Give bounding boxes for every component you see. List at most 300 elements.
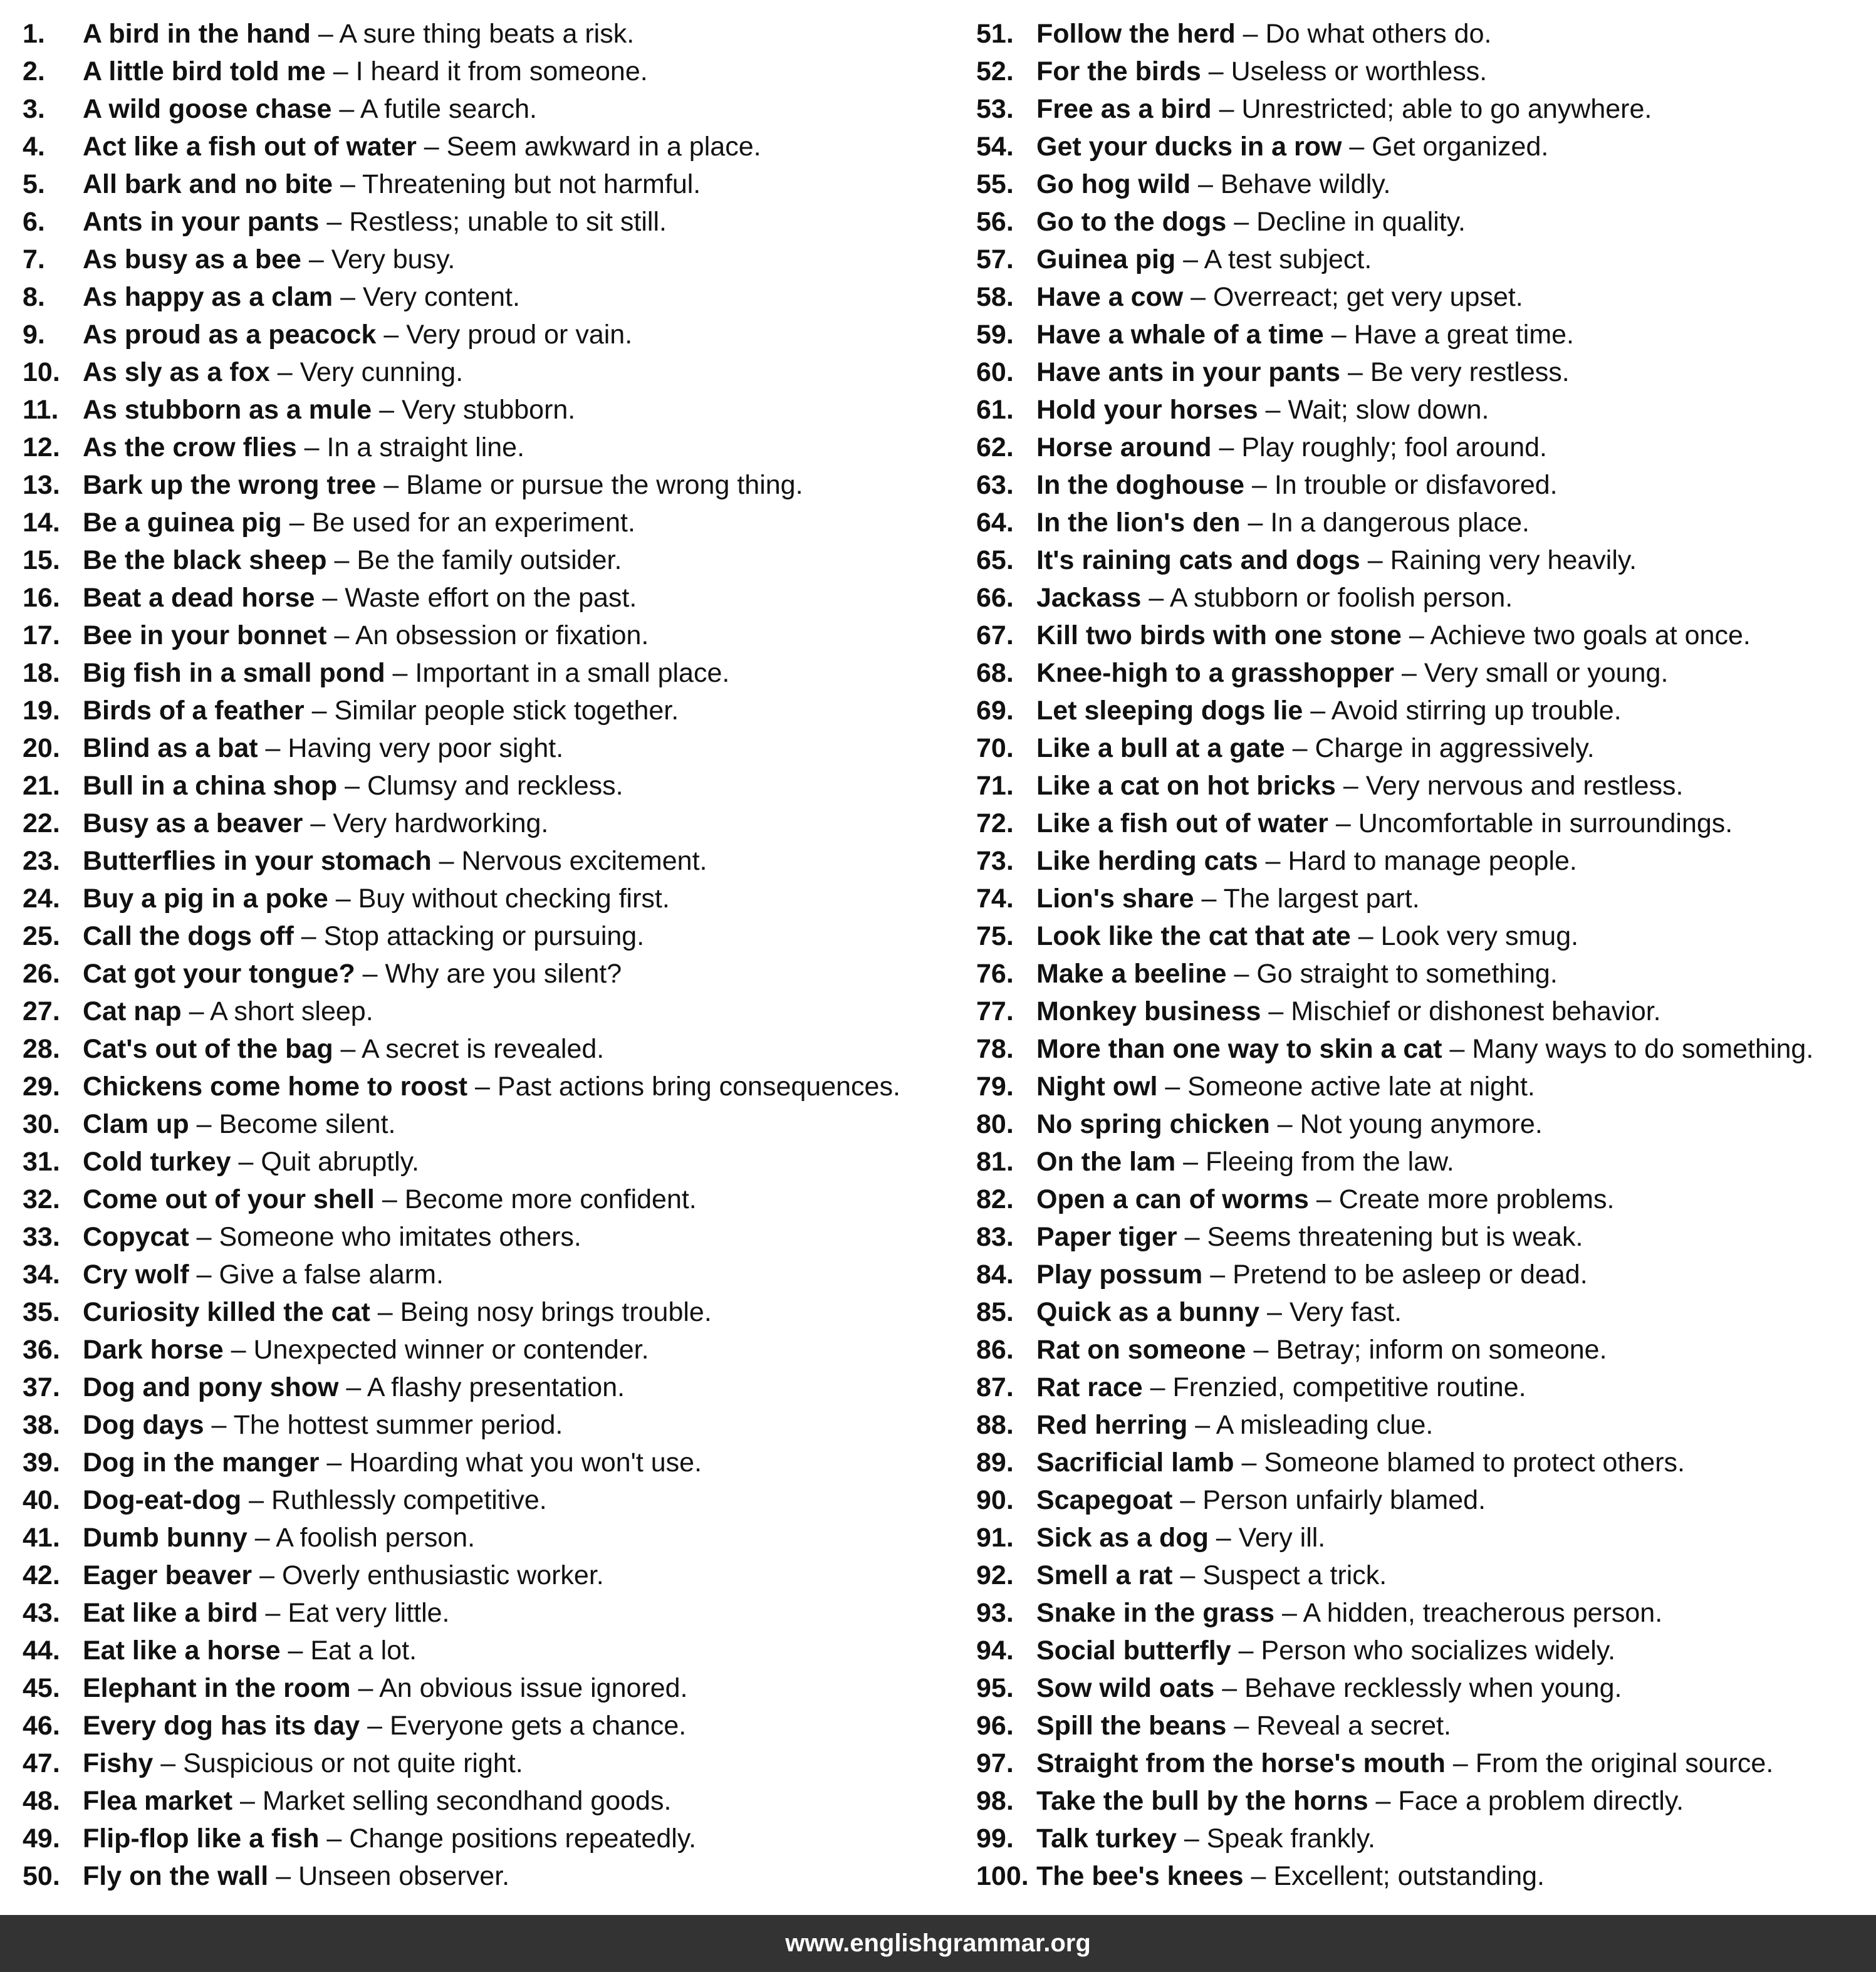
idiom-term: Red herring bbox=[1036, 1410, 1188, 1440]
idiom-definition: Become more confident. bbox=[404, 1184, 697, 1214]
idiom-definition: Eat very little. bbox=[288, 1598, 450, 1628]
idiom-definition: Be very restless. bbox=[1370, 357, 1570, 387]
idiom-term: Big fish in a small pond bbox=[83, 658, 385, 688]
idiom-definition: Create more problems. bbox=[1338, 1184, 1615, 1214]
separator-dash: – bbox=[1202, 1260, 1233, 1290]
idiom-term: Come out of your shell bbox=[83, 1184, 375, 1214]
idiom-term: Ants in your pants bbox=[83, 207, 320, 237]
idiom-term: As proud as a peacock bbox=[83, 320, 377, 350]
idiom-definition: A futile search. bbox=[360, 94, 537, 124]
list-item bbox=[23, 541, 962, 579]
idiom-term: Guinea pig bbox=[1036, 244, 1176, 274]
separator-dash: – bbox=[223, 1335, 254, 1365]
idiom-definition: Very proud or vain. bbox=[406, 320, 633, 350]
idiom-definition: Very small or young. bbox=[1424, 658, 1669, 688]
list-item bbox=[976, 1369, 1869, 1406]
list-item bbox=[976, 805, 1869, 842]
separator-dash: – bbox=[370, 1297, 400, 1327]
idiom-definition: Betray; inform on someone. bbox=[1276, 1335, 1607, 1365]
list-item bbox=[23, 955, 962, 993]
item-number: 57. bbox=[976, 244, 1014, 274]
separator-dash: – bbox=[315, 583, 345, 613]
idiom-term: Sacrificial lamb bbox=[1036, 1448, 1234, 1478]
separator-dash: – bbox=[1258, 846, 1288, 876]
separator-dash: – bbox=[331, 94, 360, 124]
idiom-definition: Hard to manage people. bbox=[1288, 846, 1577, 876]
separator-dash: – bbox=[355, 959, 385, 989]
idiom-definition: Seem awkward in a place. bbox=[446, 132, 761, 162]
separator-dash: – bbox=[1177, 1222, 1207, 1252]
list-item bbox=[976, 391, 1869, 429]
separator-dash: – bbox=[360, 1711, 390, 1741]
idiom-term: Cat's out of the bag bbox=[83, 1034, 333, 1064]
list-item bbox=[976, 15, 1869, 53]
idiom-term: Bee in your bonnet bbox=[83, 620, 327, 650]
list-item bbox=[976, 278, 1869, 316]
item-number: 2. bbox=[23, 56, 45, 86]
item-number: 88. bbox=[976, 1410, 1014, 1440]
separator-dash: – bbox=[319, 1448, 350, 1478]
idiom-definition: A misleading clue. bbox=[1216, 1410, 1434, 1440]
idiom-definition: A hidden, treacherous person. bbox=[1303, 1598, 1663, 1628]
list-item bbox=[976, 842, 1869, 880]
list-item bbox=[23, 1105, 962, 1143]
separator-dash: – bbox=[1176, 1823, 1207, 1854]
idiom-definition: Go straight to something. bbox=[1256, 959, 1558, 989]
separator-dash: – bbox=[326, 545, 357, 575]
idiom-definition: Person who socializes widely. bbox=[1261, 1636, 1616, 1666]
idiom-term: As happy as a clam bbox=[83, 282, 333, 312]
idiom-definition: Hoarding what you won't use. bbox=[349, 1448, 702, 1478]
idiom-definition: A short sleep. bbox=[210, 996, 373, 1026]
idiom-definition: Look very smug. bbox=[1380, 921, 1579, 951]
idiom-definition: Quit abruptly. bbox=[261, 1147, 419, 1177]
idiom-definition: I heard it from someone. bbox=[355, 56, 648, 86]
item-number: 3. bbox=[23, 94, 45, 124]
separator-dash: – bbox=[252, 1560, 282, 1590]
item-number: 69. bbox=[976, 696, 1014, 726]
idiom-definition: The largest part. bbox=[1223, 884, 1420, 914]
item-number: 35. bbox=[23, 1297, 60, 1327]
idiom-term: Call the dogs off bbox=[83, 921, 294, 951]
idiom-definition: Pretend to be asleep or dead. bbox=[1232, 1260, 1588, 1290]
idiom-definition: An obvious issue ignored. bbox=[379, 1673, 688, 1703]
separator-dash: – bbox=[1235, 19, 1266, 49]
idiom-definition: In trouble or disfavored. bbox=[1274, 470, 1558, 500]
item-number: 68. bbox=[976, 658, 1014, 688]
list-item bbox=[23, 1857, 962, 1895]
list-item bbox=[23, 1820, 962, 1857]
separator-dash: – bbox=[281, 508, 312, 538]
item-number: 1. bbox=[23, 19, 45, 49]
idiom-term: As the crow flies bbox=[83, 432, 297, 462]
item-number: 10. bbox=[23, 357, 60, 387]
idiom-definition: Very cunning. bbox=[300, 357, 464, 387]
separator-dash: – bbox=[189, 1260, 219, 1290]
list-item bbox=[976, 1068, 1869, 1105]
list-item bbox=[976, 90, 1869, 128]
item-number: 17. bbox=[23, 620, 60, 650]
item-number: 44. bbox=[23, 1636, 60, 1666]
item-number: 20. bbox=[23, 733, 60, 763]
idiom-term: More than one way to skin a cat bbox=[1036, 1034, 1442, 1064]
item-number: 14. bbox=[23, 508, 60, 538]
idiom-definition: Decline in quality. bbox=[1256, 207, 1466, 237]
list-item bbox=[23, 1331, 962, 1369]
idiom-term: A little bird told me bbox=[83, 56, 326, 86]
item-number: 48. bbox=[23, 1786, 60, 1816]
idiom-definition: Restless; unable to sit still. bbox=[349, 207, 667, 237]
separator-dash: – bbox=[1323, 320, 1354, 350]
list-item bbox=[23, 391, 962, 429]
list-item bbox=[23, 805, 962, 842]
idiom-definition: Frenzied, competitive routine. bbox=[1172, 1372, 1526, 1402]
list-item bbox=[23, 90, 962, 128]
separator-dash: – bbox=[337, 771, 367, 801]
idiom-definition: A stubborn or foolish person. bbox=[1169, 583, 1513, 613]
list-item bbox=[976, 353, 1869, 391]
item-number: 74. bbox=[976, 884, 1014, 914]
footer-url[interactable]: www.englishgrammar.org bbox=[785, 1929, 1091, 1957]
item-number: 43. bbox=[23, 1598, 60, 1628]
idiom-definition: Have a great time. bbox=[1353, 320, 1574, 350]
list-item bbox=[976, 203, 1869, 241]
idiom-definition: Mischief or dishonest behavior. bbox=[1291, 996, 1661, 1026]
idiom-definition: Someone who imitates others. bbox=[219, 1222, 581, 1252]
list-item bbox=[976, 1857, 1869, 1895]
item-number: 100. bbox=[976, 1861, 1029, 1891]
idiom-definition: Many ways to do something. bbox=[1472, 1034, 1814, 1064]
item-number: 56. bbox=[976, 207, 1014, 237]
list-item bbox=[976, 1218, 1869, 1256]
separator-dash: – bbox=[301, 244, 331, 274]
list-item bbox=[23, 767, 962, 805]
separator-dash: – bbox=[1194, 884, 1224, 914]
list-item bbox=[23, 353, 962, 391]
list-item bbox=[976, 1030, 1869, 1068]
idiom-definition: A foolish person. bbox=[276, 1523, 476, 1553]
idiom-definition: Achieve two goals at once. bbox=[1430, 620, 1751, 650]
list-item bbox=[976, 579, 1869, 617]
idiom-term: Bark up the wrong tree bbox=[83, 470, 377, 500]
idiom-definition: Wait; slow down. bbox=[1288, 395, 1489, 425]
item-number: 91. bbox=[976, 1523, 1014, 1553]
idiom-definition: Unexpected winner or contender. bbox=[253, 1335, 649, 1365]
idiom-term: As busy as a bee bbox=[83, 244, 301, 274]
list-item bbox=[976, 1745, 1869, 1782]
idiom-definition: Be the family outsider. bbox=[357, 545, 622, 575]
item-number: 49. bbox=[23, 1823, 60, 1854]
item-number: 63. bbox=[976, 470, 1014, 500]
item-number: 18. bbox=[23, 658, 60, 688]
separator-dash: – bbox=[1231, 1636, 1261, 1666]
idiom-definition: Uncomfortable in surroundings. bbox=[1358, 808, 1733, 838]
separator-dash: – bbox=[1394, 658, 1424, 688]
separator-dash: – bbox=[328, 884, 358, 914]
idiom-term: Sow wild oats bbox=[1036, 1673, 1215, 1703]
list-item bbox=[23, 917, 962, 955]
separator-dash: – bbox=[258, 1598, 288, 1628]
item-number: 92. bbox=[976, 1560, 1014, 1590]
idiom-definition: Similar people stick together. bbox=[334, 696, 679, 726]
item-number: 85. bbox=[976, 1297, 1014, 1327]
idiom-term: Eat like a horse bbox=[83, 1636, 281, 1666]
idiom-term: Like herding cats bbox=[1036, 846, 1258, 876]
separator-dash: – bbox=[204, 1410, 234, 1440]
list-item bbox=[23, 203, 962, 241]
list-item bbox=[976, 1105, 1869, 1143]
separator-dash: – bbox=[1183, 282, 1214, 312]
separator-dash: – bbox=[1226, 207, 1257, 237]
list-item bbox=[23, 1481, 962, 1519]
separator-dash: – bbox=[1308, 1184, 1339, 1214]
idiom-definition: Threatening but not harmful. bbox=[362, 169, 701, 199]
idiom-term: Buy a pig in a poke bbox=[83, 884, 328, 914]
idiom-term: Dog-eat-dog bbox=[83, 1485, 242, 1515]
idiom-term: All bark and no bite bbox=[83, 169, 333, 199]
separator-dash: – bbox=[1172, 1560, 1203, 1590]
idiom-term: Snake in the grass bbox=[1036, 1598, 1274, 1628]
idiom-definition: Very hardworking. bbox=[333, 808, 549, 838]
idiom-term: Hold your horses bbox=[1036, 395, 1258, 425]
idiom-definition: In a straight line. bbox=[326, 432, 525, 462]
item-number: 36. bbox=[23, 1335, 60, 1365]
item-number: 45. bbox=[23, 1673, 60, 1703]
idiom-definition: Overly enthusiastic worker. bbox=[281, 1560, 604, 1590]
idiom-term: Free as a bird bbox=[1036, 94, 1212, 124]
item-number: 8. bbox=[23, 282, 45, 312]
idiom-definition: Give a false alarm. bbox=[219, 1260, 444, 1290]
idiom-definition: Become silent. bbox=[219, 1109, 396, 1139]
item-number: 13. bbox=[23, 470, 60, 500]
separator-dash: – bbox=[1259, 1297, 1290, 1327]
idiom-term: Go to the dogs bbox=[1036, 207, 1227, 237]
item-number: 32. bbox=[23, 1184, 60, 1214]
list-item bbox=[23, 1745, 962, 1782]
idiom-term: Cat nap bbox=[83, 996, 182, 1026]
item-number: 51. bbox=[976, 19, 1014, 49]
separator-dash: – bbox=[385, 658, 415, 688]
left-column bbox=[23, 15, 962, 1895]
list-item bbox=[23, 1444, 962, 1481]
list-item bbox=[23, 1632, 962, 1669]
separator-dash: – bbox=[1175, 244, 1204, 274]
idiom-term: Fishy bbox=[83, 1748, 154, 1778]
idiom-definition: Very content. bbox=[362, 282, 520, 312]
idiom-term: Straight from the horse's mouth bbox=[1036, 1748, 1446, 1778]
idiom-definition: Someone active late at night. bbox=[1187, 1072, 1535, 1102]
separator-dash: – bbox=[1350, 921, 1381, 951]
list-item bbox=[976, 316, 1869, 353]
list-item bbox=[976, 504, 1869, 541]
idiom-term: On the lam bbox=[1036, 1147, 1176, 1177]
idiom-term: As stubborn as a mule bbox=[83, 395, 372, 425]
item-number: 28. bbox=[23, 1034, 60, 1064]
item-number: 87. bbox=[976, 1372, 1014, 1402]
separator-dash: – bbox=[1285, 733, 1315, 763]
list-item bbox=[976, 1782, 1869, 1820]
item-number: 34. bbox=[23, 1260, 60, 1290]
idiom-definition: Excellent; outstanding. bbox=[1273, 1861, 1545, 1891]
separator-dash: – bbox=[1211, 432, 1242, 462]
list-item bbox=[976, 466, 1869, 504]
idiom-term: Kill two birds with one stone bbox=[1036, 620, 1402, 650]
item-number: 39. bbox=[23, 1448, 60, 1478]
separator-dash: – bbox=[374, 1184, 405, 1214]
item-number: 37. bbox=[23, 1372, 60, 1402]
item-number: 82. bbox=[976, 1184, 1014, 1214]
idiom-term: Scapegoat bbox=[1036, 1485, 1173, 1515]
idiom-term: Busy as a beaver bbox=[83, 808, 303, 838]
item-number: 84. bbox=[976, 1260, 1014, 1290]
item-number: 6. bbox=[23, 207, 45, 237]
idiom-term: It's raining cats and dogs bbox=[1036, 545, 1360, 575]
separator-dash: – bbox=[1141, 583, 1170, 613]
item-number: 65. bbox=[976, 545, 1014, 575]
separator-dash: – bbox=[280, 1636, 311, 1666]
separator-dash: – bbox=[1191, 169, 1221, 199]
idiom-term: Horse around bbox=[1036, 432, 1212, 462]
idiom-term: Clam up bbox=[83, 1109, 189, 1139]
separator-dash: – bbox=[1172, 1485, 1203, 1515]
item-number: 67. bbox=[976, 620, 1014, 650]
list-item bbox=[976, 1707, 1869, 1745]
idiom-definition: Having very poor sight. bbox=[288, 733, 564, 763]
item-number: 98. bbox=[976, 1786, 1014, 1816]
list-item bbox=[976, 1557, 1869, 1594]
idiom-term: Elephant in the room bbox=[83, 1673, 351, 1703]
idiom-definition: Behave wildly. bbox=[1220, 169, 1391, 199]
idiom-definition: Stop attacking or pursuing. bbox=[323, 921, 645, 951]
separator-dash: – bbox=[1303, 696, 1331, 726]
separator-dash: – bbox=[241, 1485, 271, 1515]
list-item bbox=[976, 1143, 1869, 1181]
idiom-term: Rat race bbox=[1036, 1372, 1143, 1402]
item-number: 99. bbox=[976, 1823, 1014, 1854]
idiom-definition: Being nosy brings trouble. bbox=[400, 1297, 712, 1327]
separator-dash: – bbox=[376, 470, 407, 500]
separator-dash: – bbox=[1226, 959, 1257, 989]
list-item bbox=[23, 617, 962, 654]
item-number: 61. bbox=[976, 395, 1014, 425]
list-item bbox=[976, 993, 1869, 1030]
item-number: 30. bbox=[23, 1109, 60, 1139]
separator-dash: – bbox=[181, 996, 211, 1026]
item-number: 41. bbox=[23, 1523, 60, 1553]
list-item bbox=[23, 579, 962, 617]
list-item bbox=[23, 1181, 962, 1218]
idiom-term: Go hog wild bbox=[1036, 169, 1191, 199]
separator-dash: – bbox=[1340, 357, 1370, 387]
list-item bbox=[976, 241, 1869, 278]
list-item bbox=[976, 880, 1869, 917]
idiom-term: Night owl bbox=[1036, 1072, 1158, 1102]
separator-dash: – bbox=[1342, 132, 1372, 162]
idiom-definition: The hottest summer period. bbox=[233, 1410, 563, 1440]
list-item bbox=[976, 1406, 1869, 1444]
idiom-term: Cry wolf bbox=[83, 1260, 189, 1290]
separator-dash: – bbox=[1360, 545, 1390, 575]
separator-dash: – bbox=[1246, 1335, 1276, 1365]
item-number: 15. bbox=[23, 545, 60, 575]
item-number: 4. bbox=[23, 132, 45, 162]
separator-dash: – bbox=[467, 1072, 498, 1102]
item-number: 58. bbox=[976, 282, 1014, 312]
idiom-term: As sly as a fox bbox=[83, 357, 270, 387]
idiom-definition: Overreact; get very upset. bbox=[1213, 282, 1523, 312]
idiom-definition: Change positions repeatedly. bbox=[349, 1823, 697, 1854]
item-number: 95. bbox=[976, 1673, 1014, 1703]
idiom-term: Butterflies in your stomach bbox=[83, 846, 432, 876]
idiom-definition: Very stubborn. bbox=[401, 395, 576, 425]
idiom-term: Act like a fish out of water bbox=[83, 132, 417, 162]
idiom-term: Beat a dead horse bbox=[83, 583, 315, 613]
idiom-term: Be the black sheep bbox=[83, 545, 327, 575]
separator-dash: – bbox=[189, 1222, 219, 1252]
item-number: 27. bbox=[23, 996, 60, 1026]
idiom-term: Dark horse bbox=[83, 1335, 224, 1365]
idiom-term: Flip-flop like a fish bbox=[83, 1823, 320, 1854]
item-number: 70. bbox=[976, 733, 1014, 763]
idiom-term: Open a can of worms bbox=[1036, 1184, 1309, 1214]
list-item bbox=[23, 1406, 962, 1444]
idiom-term: Talk turkey bbox=[1036, 1823, 1177, 1854]
separator-dash: – bbox=[1234, 1448, 1264, 1478]
idiom-definition: Ruthlessly competitive. bbox=[271, 1485, 547, 1515]
list-item bbox=[23, 1669, 962, 1707]
separator-dash: – bbox=[319, 1823, 350, 1854]
idiom-term: Bull in a china shop bbox=[83, 771, 338, 801]
list-item bbox=[976, 729, 1869, 767]
right-column bbox=[976, 15, 1869, 1895]
idiom-term: Dog in the manger bbox=[83, 1448, 320, 1478]
list-item bbox=[23, 429, 962, 466]
list-item bbox=[23, 1218, 962, 1256]
idiom-term: Quick as a bunny bbox=[1036, 1297, 1260, 1327]
separator-dash: – bbox=[258, 733, 288, 763]
item-number: 47. bbox=[23, 1748, 60, 1778]
list-item bbox=[976, 1181, 1869, 1218]
idiom-definition: Fleeing from the law. bbox=[1206, 1147, 1454, 1177]
idiom-definition: Not young anymore. bbox=[1300, 1109, 1543, 1139]
list-item bbox=[976, 1669, 1869, 1707]
separator-dash: – bbox=[304, 696, 335, 726]
item-number: 60. bbox=[976, 357, 1014, 387]
item-number: 9. bbox=[23, 320, 45, 350]
list-item bbox=[976, 1256, 1869, 1293]
item-number: 29. bbox=[23, 1072, 60, 1102]
idiom-definition: Nervous excitement. bbox=[461, 846, 707, 876]
idiom-term: The bee's knees bbox=[1036, 1861, 1244, 1891]
idiom-definition: Avoid stirring up trouble. bbox=[1331, 696, 1622, 726]
item-number: 96. bbox=[976, 1711, 1014, 1741]
list-item bbox=[23, 692, 962, 729]
item-number: 25. bbox=[23, 921, 60, 951]
idiom-definition: Seems threatening but is weak. bbox=[1207, 1222, 1583, 1252]
idiom-term: Get your ducks in a row bbox=[1036, 132, 1342, 162]
item-number: 52. bbox=[976, 56, 1014, 86]
separator-dash: – bbox=[189, 1109, 219, 1139]
idiom-term: Have a whale of a time bbox=[1036, 320, 1324, 350]
separator-dash: – bbox=[1142, 1372, 1173, 1402]
list-item bbox=[23, 504, 962, 541]
item-number: 50. bbox=[23, 1861, 60, 1891]
idiom-definition: Very ill. bbox=[1238, 1523, 1326, 1553]
separator-dash: – bbox=[293, 921, 324, 951]
list-item bbox=[23, 1256, 962, 1293]
idiom-term: Dumb bunny bbox=[83, 1523, 248, 1553]
list-item bbox=[23, 842, 962, 880]
